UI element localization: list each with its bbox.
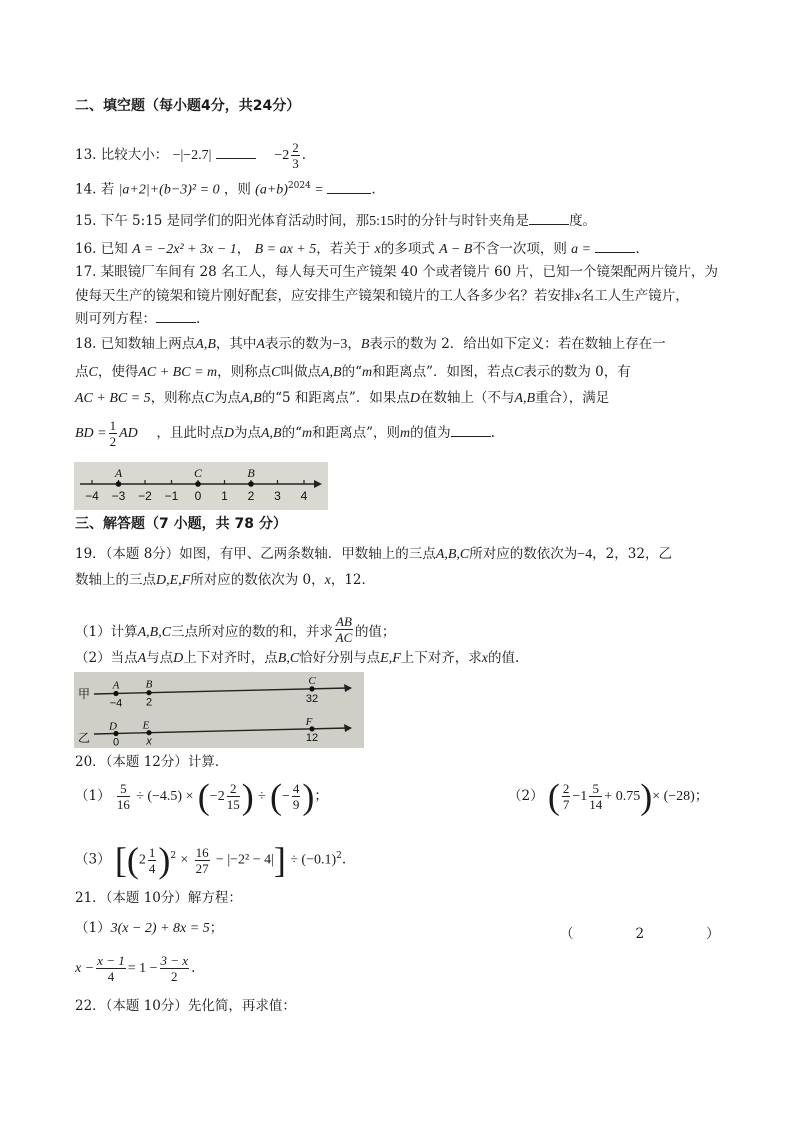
q16-poly-b: B = ax + 5 xyxy=(254,242,317,257)
tick-label: 2 xyxy=(247,489,255,503)
question-17-line1: 17. 某眼镜厂车间有 28 名工人，每人每天可生产镜架 40 个或者镜片 60 片，已知一个镜架配两片镜片，为 xyxy=(75,264,719,280)
q17-answer-blank[interactable] xyxy=(156,308,196,323)
q13-answer-blank[interactable] xyxy=(216,144,256,159)
line-label-jia: 甲 xyxy=(78,687,91,701)
tick-label: 3 xyxy=(274,489,281,503)
top-point-label: B xyxy=(145,678,153,691)
question-15: 15. 下午 5:15 是同学们的阳光体育活动时间，那5:15时的分针与时针夹角是 度。 xyxy=(75,210,596,232)
arrow-icon xyxy=(344,684,352,692)
question-20-title: 20．（本题 12分）计算． xyxy=(75,754,229,770)
top-point-value: 2 xyxy=(145,696,153,709)
q13-number: 13. 比较大小： xyxy=(75,147,169,163)
question-13: 13. 比较大小： −|−2.7| −2 $\frac{2}{3}$ . xyxy=(75,140,307,171)
q16-poly-a: A = −2x² + 3x − 1 xyxy=(132,242,237,257)
top-point-a xyxy=(113,691,118,696)
q16-answer-blank[interactable] xyxy=(595,238,635,253)
top-point-c xyxy=(309,686,314,691)
q20-expr-2: （2） ( $\frac{2}{7}$ −1 $\frac{5}{14}$ + 0.75)× (−28)； xyxy=(508,776,709,817)
question-18-line1: 18. 已知数轴上两点A,B，其中A表示的数为−3，B表示的数为 2．给出如下定义：若在数轴上存在一 xyxy=(75,336,666,352)
question-21-title: 21．（本题 10分）解方程： xyxy=(75,890,242,906)
tick-label: −2 xyxy=(138,489,152,503)
q13-right-int: −2 xyxy=(274,148,290,163)
top-point-b xyxy=(146,690,151,695)
q21-equation-1: （1）3(x − 2) + 8x = 5； xyxy=(75,920,224,936)
q14-answer-blank[interactable] xyxy=(327,179,371,194)
point-c xyxy=(195,481,201,487)
point-label-a: A xyxy=(114,466,123,480)
tick-label: −3 xyxy=(111,489,126,503)
q14-expression: (a+b) xyxy=(255,182,288,198)
question-14: 14. 若 |a+2|+(b−3)² = 0 ，则 $(a+b)^{2024}$ = . xyxy=(75,176,376,201)
bottom-point-label: E xyxy=(142,719,150,732)
q18-answer-blank[interactable] xyxy=(451,422,491,437)
tick-label: 1 xyxy=(221,489,228,503)
point-label-b: B xyxy=(247,466,255,480)
bottom-point-label: F xyxy=(305,715,313,728)
tick-label: 0 xyxy=(194,489,202,503)
q14-number: 14. 若 xyxy=(75,181,115,198)
point-a xyxy=(116,481,122,487)
question-19-part1: （1）计算A,B,C三点所对应的数的和，并求 $\frac{AB}{AC}$ 的值； xyxy=(75,614,396,645)
top-point-label: A xyxy=(112,679,120,692)
q15-answer-blank[interactable] xyxy=(529,210,569,225)
number-line-figure xyxy=(74,462,328,510)
point-label-c: C xyxy=(193,466,203,480)
q21-equation-2: x − $\frac{x - 1}{4}$ = 1 − $\frac{3 - x}{2}$ . xyxy=(75,953,196,984)
section-title-fill-in: 二、填空题（每小题4分，共24分） xyxy=(75,98,301,114)
bottom-point-value: 0 xyxy=(112,736,120,748)
bottom-point-value: x xyxy=(146,735,152,748)
question-18-line2: 点C，使得AC + BC = m，则称点C叫做点A,B的“m和距离点”．如图，若点C表示的数为 0，有 xyxy=(75,364,631,380)
q20-expr-3: （3） [(2 $\frac{1}{4}$ )$^2$ × $\frac{16}{27}$ − $|-2^2 - 4|] \div (-0.1)^2$. xyxy=(75,840,347,880)
q20-expr-1: （1） $\frac{5}{16}$ ÷ (−4.5) × (−2 $\frac{2}{15}$ ) ÷ (− $\frac{4}{9}$ )； xyxy=(75,776,328,817)
top-point-label: C xyxy=(308,674,316,687)
number-line-svg xyxy=(74,462,328,510)
tick-label: −4 xyxy=(85,489,99,503)
arrow-icon xyxy=(344,724,352,732)
question-18-line4: BD = $\frac{1}{2}$ AD ，且此时点D为点A,B的“m和距离点”，则m的值为 . xyxy=(75,418,495,449)
arrow-icon xyxy=(314,480,322,488)
question-19-part2: （2）当点A与点D上下对齐时，点B,C恰好分别与点E,F上下对齐，求x的值. xyxy=(75,650,520,666)
q14-condition: |a+2|+(b−3)² = 0 xyxy=(118,182,220,198)
section-title-solve: 三、解答题（7 小题，共 78 分） xyxy=(75,516,287,532)
line-label-yi: 乙 xyxy=(78,731,91,745)
point-b xyxy=(248,481,254,487)
question-17-line3: 则可列方程： . xyxy=(75,308,200,329)
top-point-value: 32 xyxy=(305,692,319,705)
question-19-line1: 19．（本题 8分）如图，有甲、乙两条数轴．甲数轴上的三点A,B,C所对应的数依次为−4，2，32，乙 xyxy=(75,546,672,562)
question-18-line3: AC + BC = 5，则称点C为点A,B的“5 和距离点”．如果点D在数轴上（不与A,B重合），满足 xyxy=(75,390,610,406)
question-19-line2: 数轴上的三点D,E,F所对应的数依次为 0，x，12． xyxy=(75,572,376,588)
top-point-value: −4 xyxy=(109,697,123,710)
bottom-point-value: 12 xyxy=(305,731,319,744)
tick-label: −1 xyxy=(164,489,179,503)
bottom-point-label: D xyxy=(109,720,117,733)
tick-label: 4 xyxy=(300,489,308,503)
two-number-lines-figure xyxy=(74,672,364,748)
question-17-line2: 使每天生产的镜架和镜片刚好配套，应安排生产镜架和镜片的工人各多少名？若安排x名工人生产镜片， xyxy=(75,288,689,304)
question-16: 16. 已知 A = −2x² + 3x − 1， B = ax + 5，若关于 x的多项式 A − B不含一次项，则 a = . xyxy=(75,238,640,260)
q21-part2-label: （ 2 ） xyxy=(560,926,720,942)
q13-left-expr: −|−2.7| xyxy=(172,148,212,163)
two-number-lines-svg xyxy=(74,672,364,748)
q13-fraction: $\frac{2}{3}$ xyxy=(292,140,299,171)
question-22-title: 22．（本题 10分）先化简，再求值： xyxy=(75,998,296,1014)
